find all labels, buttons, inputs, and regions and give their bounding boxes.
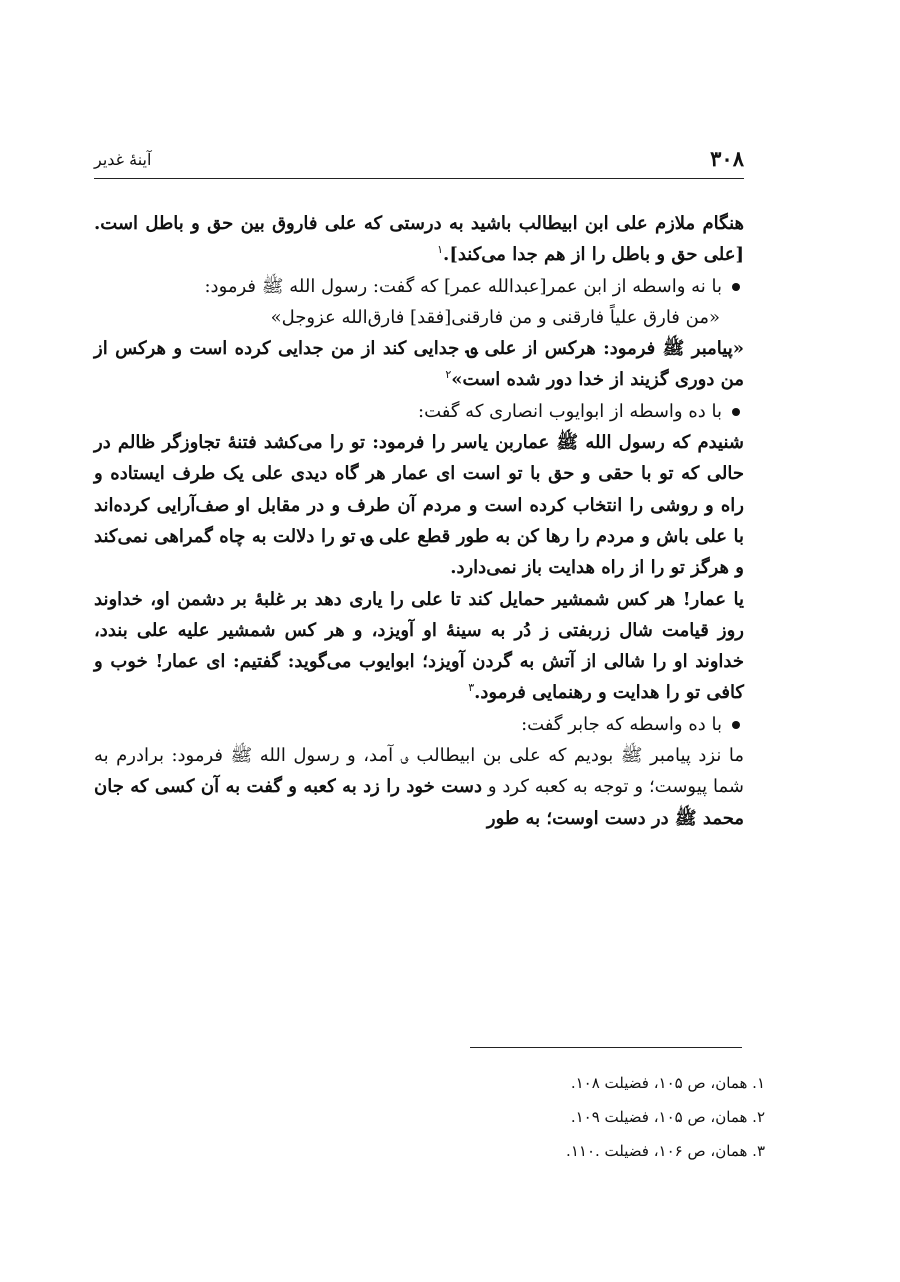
bullet-item-jabir <box>94 709 744 740</box>
paragraph-2 <box>94 333 744 396</box>
footnote-ref-2: ۲ <box>445 368 452 382</box>
footnote-3: ۳. همان، ص ۱۰۶، فضیلت .۱۱۰. <box>566 1142 765 1160</box>
page-number: ۳۰۸ <box>710 146 744 171</box>
footnote-ref-3: ۳ <box>468 681 475 695</box>
paragraph-5-bold-text: دست خود را زد به کعبه و گفت به آن کسی که جان محمد ﷺ در دست اوست؛ به طور <box>94 776 744 829</box>
paragraph-1 <box>94 208 744 271</box>
bullet-item-text: با ده واسطه از ابوایوب انصاری که گفت: <box>418 400 722 422</box>
paragraph-4-text: یا عمار! هر کس شمشیر حمایل کند تا علی را یاری دهد بر غلبهٔ بر دشمن او، خداوند روز قیامت شال زربفتی ز دُر به سینهٔ او آویزد، و هر کس شمشیر علیه علی بندد، خداوند او را شالی از آتش به گردن آویزد؛ ابوایوب می‌گوید: گفتیم: ای عمار! خوب و کافی تو را هدایت و رهنمایی فرمود. <box>94 588 744 704</box>
paragraph-3-text: شنیدم که رسول الله ﷺ عماربن یاسر را فرمود: تو را می‌کشد فتنهٔ تجاوزگر ظالم در حالی که تو با حقی و حق با تو است ای عمار هر گاه دیدی علی یک طرف ایستاده و راه و روشی را انتخاب کرده است و مردم آن طرف و در مقابل او صف‌آرایی کرده‌اند با علی باش و مردم را رها کن به طور قطع علی ؈ تو را دلالت به چاه گمراهی نمی‌کند و هرگز تو را از راه هدایت باز نمی‌دارد. <box>94 432 744 579</box>
paragraph-1-text: هنگام ملازم علی ابن ابیطالب باشید به درستی که علی فاروق بین حق و باطل است. [علی حق و باطل را از هم جدا می‌کند]. <box>94 213 744 266</box>
arabic-quote <box>94 302 744 333</box>
bullet-item-abu-ayyub <box>94 396 744 427</box>
bullet-item-ibn-umar <box>94 271 744 302</box>
arabic-quote-text: «من فارق علیاً فارقنی و من فارقنی[فقد] فارق‌الله عزوجل» <box>270 306 720 328</box>
footnote-ref-1: ۱ <box>437 243 444 257</box>
bullet-item-text: با ده واسطه که جابر گفت: <box>521 713 722 735</box>
body-text <box>94 208 744 834</box>
footnote-2: ۲. همان، ص ۱۰۵، فضیلت ۱۰۹. <box>570 1108 765 1126</box>
running-title: آینهٔ غدیر <box>94 150 152 169</box>
paragraph-3 <box>94 427 744 583</box>
paragraph-4 <box>94 584 744 709</box>
paragraph-5-text: ما نزد پیامبر ﷺ بودیم که علی بن ابیطالب ؈ آمد، و رسول الله ﷺ فرمود: برادرم به شما پیوست؛ و توجه به کعبه کرد و <box>94 745 744 798</box>
bullet-item-text: با نه واسطه از ابن عمر[عبدالله عمر] که گفت: رسول الله ﷺ فرمود: <box>204 275 722 297</box>
paragraph-5 <box>94 740 744 834</box>
footnote-divider <box>470 1047 742 1048</box>
page-header <box>94 146 744 179</box>
footnotes <box>94 1066 765 1168</box>
paragraph-2-text: «پیامبر ﷺ فرمود: هرکس از علی ؈ جدایی کند از من جدایی کرده است و هرکس از من دوری گزیند از خدا دور شده است» <box>94 338 744 391</box>
footnote-1: ۱. همان، ص ۱۰۵، فضیلت ۱۰۸. <box>570 1074 765 1092</box>
